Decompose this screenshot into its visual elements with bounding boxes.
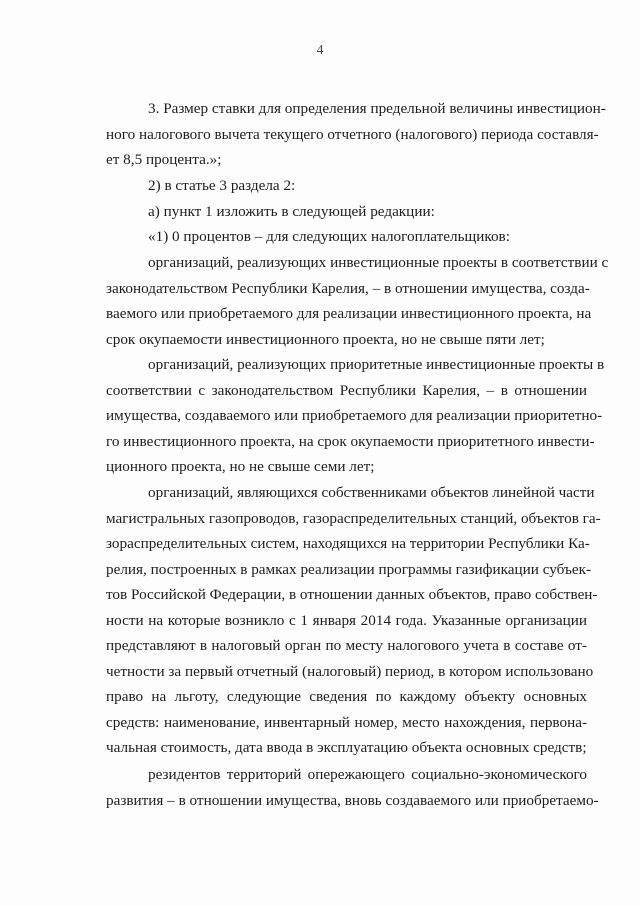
paragraph-org-3 <box>106 480 601 761</box>
text-line: ет 8,5 процента.»; <box>106 151 222 168</box>
paragraph-item-a <box>106 199 587 225</box>
text-line: «1) 0 процентов – для следующих налогоплательщиков: <box>148 228 510 245</box>
text-line: ваемого или приобретаемого для реализации инвестиционного проекта, на <box>106 305 592 322</box>
paragraph-para-3 <box>106 96 606 173</box>
text-line: магистральных газопроводов, газораспределительных станций, объектов га- <box>106 509 601 527</box>
text-line: ного налогового вычета текущего отчетного (налогового) периода составля- <box>106 125 599 143</box>
text-line: го инвестиционного проекта, на срок окупаемости приоритетного инвести- <box>106 432 595 450</box>
text-line: ности на которые возникло с 1 января 2014 года. Указанные организации <box>106 611 587 629</box>
text-line: законодательством Республики Карелия, – в отношении имущества, созда- <box>106 279 590 297</box>
paragraph-org-2 <box>106 352 605 480</box>
text-line: 3. Размер ставки для определения предельной величины инвестицион- <box>148 100 606 117</box>
text-line: тов Российской Федерации, в отношении данных объектов, право собствен- <box>106 586 598 603</box>
paragraph-org-1 <box>106 250 609 352</box>
text-line: организаций, являющихся собственниками объектов линейной части <box>148 484 595 501</box>
page-number: 4 <box>316 43 324 58</box>
text-line: резидентов территорий опережающего социально-экономического <box>148 766 587 783</box>
paragraph-item-2 <box>106 173 587 199</box>
text-line: релия, построенных в рамках реализации программы газификации субъек- <box>106 560 592 578</box>
text-line: чальная стоимость, дата ввода в эксплуатацию объекта основных средств; <box>106 739 587 756</box>
text-line: соответствии с законодательством Республики Карелия, – в отношении <box>106 381 587 399</box>
text-line: 2) в статье 3 раздела 2: <box>148 177 296 194</box>
text-line: право на льготу, следующие сведения по каждому объекту основных <box>106 688 587 705</box>
text-line: представляют в налоговый орган по месту налогового учета в составе от- <box>106 637 587 654</box>
paragraph-point-1 <box>106 224 587 250</box>
text-line: ционного проекта, но не свыше семи лет; <box>106 458 375 475</box>
paragraph-residents <box>106 762 599 813</box>
text-line: организаций, реализующих приоритетные инвестиционные проекты в <box>148 356 605 373</box>
text-line: четности за первый отчетный (налоговый) период, в котором использовано <box>106 662 594 680</box>
text-line: зораспределительных систем, находящихся на территории Республики Ка- <box>106 535 590 552</box>
text-line: срок окупаемости инвестиционного проекта, но не свыше пяти лет; <box>106 330 545 348</box>
text-line: средств: наименование, инвентарный номер, место нахождения, первона- <box>106 713 587 731</box>
text-line: имущества, создаваемого или приобретаемого для реализации приоритетно- <box>106 407 603 424</box>
text-line: организаций, реализующих инвестиционные проекты в соответствии с <box>148 254 609 271</box>
text-line: а) пункт 1 изложить в следующей редакции: <box>148 203 435 220</box>
text-line: развития – в отношении имущества, вновь создаваемого или приобретаемо- <box>106 791 599 809</box>
